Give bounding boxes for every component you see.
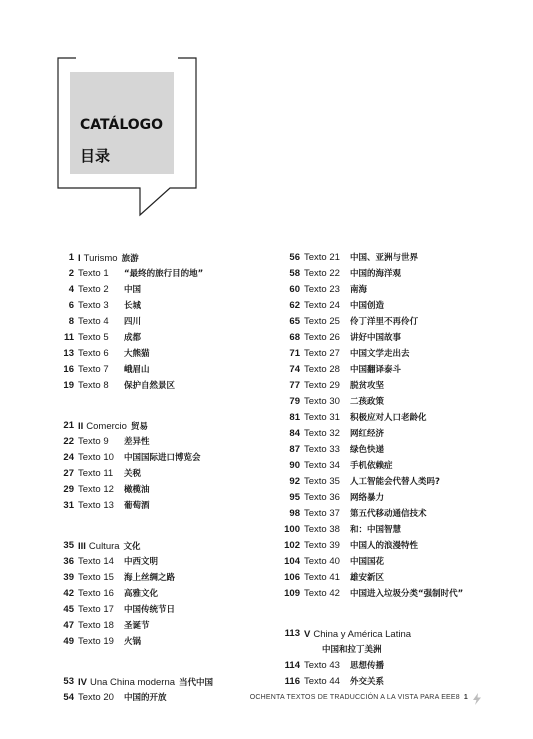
toc-entry bbox=[56, 634, 286, 650]
toc-page-number: 114 bbox=[284, 660, 300, 671]
toc-entry bbox=[282, 554, 512, 570]
toc-entry bbox=[282, 538, 512, 554]
toc-text-title: 中国的开放 bbox=[124, 693, 167, 703]
toc-right-column bbox=[282, 250, 512, 690]
toc-text-label: Texto 28 bbox=[304, 364, 340, 375]
toc-entry bbox=[56, 330, 286, 346]
toc-entry bbox=[56, 586, 286, 602]
toc-entry bbox=[56, 362, 286, 378]
toc-text-title: 中国、亚洲与世界 bbox=[350, 253, 419, 263]
toc-section-spanish: China y América Latina bbox=[313, 629, 412, 640]
toc-page-number: 106 bbox=[284, 572, 300, 583]
toc-section-chinese: 旅游 bbox=[121, 253, 139, 263]
toc-entry bbox=[282, 522, 512, 538]
toc-text-title: 保护自然景区 bbox=[124, 381, 176, 391]
toc-page-number: 56 bbox=[289, 252, 300, 263]
toc-entry bbox=[282, 410, 512, 426]
toc-entry bbox=[56, 554, 286, 570]
toc-text-title: 人工智能会代替人类吗? bbox=[350, 477, 440, 487]
toc-page-number: 65 bbox=[289, 316, 300, 327]
toc-text-label: Texto 3 bbox=[78, 300, 109, 311]
toc-text-label: Texto 6 bbox=[78, 348, 109, 359]
toc-section-chinese: 贸易 bbox=[130, 421, 148, 431]
toc-text-title: 南海 bbox=[350, 285, 368, 295]
toc-text-title: 四川 bbox=[124, 317, 142, 327]
toc-text-title: 长城 bbox=[124, 301, 142, 311]
toc-text-label: Texto 9 bbox=[78, 436, 109, 447]
toc-page-number: 13 bbox=[63, 348, 74, 359]
toc-page-number: 6 bbox=[68, 300, 74, 311]
toc-section-chinese: 当代中国 bbox=[179, 677, 214, 687]
toc-entry bbox=[282, 298, 512, 314]
toc-text-title: 大熊猫 bbox=[124, 349, 150, 359]
toc-text-title: 火锅 bbox=[124, 637, 142, 647]
toc-page-number: 11 bbox=[63, 332, 74, 343]
toc-section-title bbox=[78, 250, 139, 267]
toc-text-label: Texto 39 bbox=[304, 540, 340, 551]
toc-page-number: 104 bbox=[284, 556, 300, 567]
toc-text-label: Texto 35 bbox=[304, 476, 340, 487]
toc-text-label: Texto 24 bbox=[304, 300, 340, 311]
toc-text-title: 海上丝绸之路 bbox=[124, 573, 176, 583]
toc-text-title: 伶丁洋里不再伶仃 bbox=[350, 317, 419, 327]
toc-text-label: Texto 43 bbox=[304, 660, 340, 671]
toc-page-number: 87 bbox=[289, 444, 300, 455]
toc-text-label: Texto 33 bbox=[304, 444, 340, 455]
toc-text-title: 和：中国智慧 bbox=[350, 525, 402, 535]
toc-text-label: Texto 15 bbox=[78, 572, 114, 583]
toc-section-roman: III bbox=[78, 541, 86, 552]
toc-text-label: Texto 37 bbox=[304, 508, 340, 519]
toc-section-spanish: Cultura bbox=[88, 541, 120, 552]
toc-entry bbox=[56, 450, 286, 466]
toc-text-label: Texto 19 bbox=[78, 636, 114, 647]
toc-entry bbox=[282, 266, 512, 282]
toc-entry bbox=[56, 314, 286, 330]
toc-section-spanish: Comercio bbox=[86, 421, 127, 432]
toc-page-number: 29 bbox=[63, 484, 74, 495]
toc-entry bbox=[282, 426, 512, 442]
toc-page-number: 81 bbox=[289, 412, 300, 423]
toc-section-heading bbox=[282, 626, 512, 642]
toc-page-number: 4 bbox=[68, 284, 74, 295]
toc-text-title: 中国文学走出去 bbox=[350, 349, 410, 359]
toc-entry bbox=[282, 658, 512, 674]
toc-page-number: 54 bbox=[63, 692, 74, 703]
toc-text-title: 成都 bbox=[124, 333, 142, 343]
toc-text-label: Texto 30 bbox=[304, 396, 340, 407]
toc-text-title: 雄安新区 bbox=[350, 573, 385, 583]
toc-page-number: 109 bbox=[284, 588, 300, 599]
toc-page-number: 77 bbox=[289, 380, 300, 391]
toc-spacer bbox=[56, 394, 286, 418]
toc-section-roman: V bbox=[304, 629, 311, 640]
toc-text-title: 中国的海洋观 bbox=[350, 269, 402, 279]
toc-entry bbox=[56, 266, 286, 282]
toc-page-number: 35 bbox=[63, 540, 74, 551]
toc-text-title: 差异性 bbox=[124, 437, 150, 447]
toc-entry bbox=[56, 466, 286, 482]
toc-entry bbox=[282, 250, 512, 266]
toc-page-number: 1 bbox=[68, 252, 74, 263]
toc-text-label: Texto 41 bbox=[304, 572, 340, 583]
toc-entry bbox=[282, 506, 512, 522]
toc-text-title: 中国人的浪漫特性 bbox=[350, 541, 419, 551]
toc-text-label: Texto 27 bbox=[304, 348, 340, 359]
toc-page-number: 92 bbox=[289, 476, 300, 487]
toc-entry bbox=[56, 498, 286, 514]
toc-section-spanish: Una China moderna bbox=[89, 677, 176, 688]
toc-entry bbox=[56, 482, 286, 498]
toc-section-heading bbox=[56, 538, 286, 554]
toc-section-heading bbox=[56, 250, 286, 266]
toc-text-label: Texto 2 bbox=[78, 284, 109, 295]
toc-section-chinese: 文化 bbox=[123, 541, 141, 551]
toc-page-number: 39 bbox=[63, 572, 74, 583]
footer-page-number: 1 bbox=[463, 694, 468, 701]
toc-page-number: 84 bbox=[289, 428, 300, 439]
toc-entry bbox=[282, 282, 512, 298]
toc-page-number: 53 bbox=[63, 676, 74, 687]
toc-text-title: “最终的旅行目的地” bbox=[124, 269, 204, 279]
toc-text-title: 高雅文化 bbox=[124, 589, 159, 599]
toc-entry bbox=[56, 602, 286, 618]
toc-text-label: Texto 10 bbox=[78, 452, 114, 463]
toc-entry bbox=[56, 570, 286, 586]
toc-text-title: 积极应对人口老龄化 bbox=[350, 413, 427, 423]
toc-text-label: Texto 32 bbox=[304, 428, 340, 439]
toc-text-title: 中国 bbox=[124, 285, 142, 295]
toc-page-number: 19 bbox=[63, 380, 74, 391]
toc-entry bbox=[56, 298, 286, 314]
toc-text-label: Texto 40 bbox=[304, 556, 340, 567]
toc-text-label: Texto 42 bbox=[304, 588, 340, 599]
toc-page-number: 21 bbox=[63, 420, 74, 431]
toc-entry bbox=[282, 674, 512, 690]
toc-text-title: 中国创造 bbox=[350, 301, 385, 311]
toc-text-title: 葡萄酒 bbox=[124, 501, 150, 511]
toc-text-label: Texto 20 bbox=[78, 692, 114, 703]
toc-section-roman: IV bbox=[78, 677, 87, 688]
toc-text-title: 讲好中国故事 bbox=[350, 333, 402, 343]
toc-entry bbox=[282, 586, 512, 602]
toc-text-title: 圣诞节 bbox=[124, 621, 150, 631]
toc-page-number: 68 bbox=[289, 332, 300, 343]
toc-text-title: 网络暴力 bbox=[350, 493, 385, 503]
toc-spacer bbox=[56, 650, 286, 674]
toc-text-title: 关税 bbox=[124, 469, 142, 479]
toc-text-title: 网红经济 bbox=[350, 429, 385, 439]
toc-entry bbox=[282, 378, 512, 394]
toc-text-label: Texto 23 bbox=[304, 284, 340, 295]
toc-page-number: 60 bbox=[289, 284, 300, 295]
toc-text-label: Texto 26 bbox=[304, 332, 340, 343]
toc-text-label: Texto 13 bbox=[78, 500, 114, 511]
toc-entry bbox=[282, 314, 512, 330]
toc-entry bbox=[282, 394, 512, 410]
catalog-title-chinese: 目录 bbox=[80, 147, 111, 165]
toc-page-number: 45 bbox=[63, 604, 74, 615]
toc-text-title: 中国翻译泰斗 bbox=[350, 365, 402, 375]
toc-text-label: Texto 22 bbox=[304, 268, 340, 279]
catalog-title-box bbox=[70, 72, 174, 174]
toc-entry bbox=[282, 490, 512, 506]
toc-page-number: 95 bbox=[289, 492, 300, 503]
toc-entry bbox=[56, 434, 286, 450]
toc-text-title: 中西文明 bbox=[124, 557, 159, 567]
toc-page-number: 74 bbox=[289, 364, 300, 375]
toc-spacer bbox=[56, 514, 286, 538]
toc-text-label: Texto 5 bbox=[78, 332, 109, 343]
toc-section-subtitle bbox=[282, 642, 512, 658]
toc-text-title: 中国国际进口博览会 bbox=[124, 453, 201, 463]
toc-page-number: 49 bbox=[63, 636, 74, 647]
toc-text-title: 二孩政策 bbox=[350, 397, 385, 407]
toc-page-number: 79 bbox=[289, 396, 300, 407]
toc-text-label: Texto 12 bbox=[78, 484, 114, 495]
toc-page-number: 58 bbox=[289, 268, 300, 279]
toc-text-label: Texto 44 bbox=[304, 676, 340, 687]
toc-spacer bbox=[282, 602, 512, 626]
lightning-icon bbox=[472, 693, 482, 705]
toc-page-number: 31 bbox=[63, 500, 74, 511]
toc-text-title: 外交关系 bbox=[350, 677, 385, 687]
toc-section-roman: I bbox=[78, 253, 81, 264]
toc-text-label: Texto 17 bbox=[78, 604, 114, 615]
toc-page-number: 8 bbox=[68, 316, 74, 327]
toc-page-number: 42 bbox=[63, 588, 74, 599]
toc-text-title: 手机依赖症 bbox=[350, 461, 393, 471]
toc-left-column bbox=[56, 250, 286, 706]
toc-text-label: Texto 38 bbox=[304, 524, 340, 535]
toc-page-number: 47 bbox=[63, 620, 74, 631]
toc-text-label: Texto 31 bbox=[304, 412, 340, 423]
toc-page-number: 116 bbox=[284, 676, 300, 687]
toc-text-label: Texto 11 bbox=[78, 468, 114, 479]
toc-page-number: 90 bbox=[289, 460, 300, 471]
toc-section-title bbox=[78, 418, 148, 435]
toc-text-title: 思想传播 bbox=[350, 661, 385, 671]
toc-section-spanish: Turismo bbox=[83, 253, 118, 264]
toc-text-title: 中国进入垃圾分类“强制时代” bbox=[350, 589, 464, 599]
toc-text-title: 橄榄油 bbox=[124, 485, 150, 495]
toc-entry bbox=[56, 378, 286, 394]
toc-page-number: 62 bbox=[289, 300, 300, 311]
toc-section-roman: II bbox=[78, 421, 84, 432]
toc-text-label: Texto 1 bbox=[78, 268, 109, 279]
toc-text-title: 第五代移动通信技术 bbox=[350, 509, 427, 519]
toc-page-number: 113 bbox=[284, 628, 300, 639]
toc-text-label: Texto 14 bbox=[78, 556, 114, 567]
toc-entry bbox=[56, 618, 286, 634]
toc-page-number: 27 bbox=[63, 468, 74, 479]
toc-entry bbox=[282, 474, 512, 490]
toc-text-label: Texto 29 bbox=[304, 380, 340, 391]
toc-page-number: 24 bbox=[63, 452, 74, 463]
toc-page-number: 100 bbox=[284, 524, 300, 535]
toc-text-title: 脱贫攻坚 bbox=[350, 381, 385, 391]
toc-page-number: 36 bbox=[63, 556, 74, 567]
toc-page-number: 16 bbox=[63, 364, 74, 375]
toc-text-label: Texto 21 bbox=[304, 252, 340, 263]
toc-page-number: 22 bbox=[63, 436, 74, 447]
page-footer bbox=[0, 694, 468, 701]
toc-section-title bbox=[304, 626, 415, 643]
toc-entry bbox=[282, 458, 512, 474]
toc-text-title: 绿色快递 bbox=[350, 445, 385, 455]
toc-entry bbox=[282, 570, 512, 586]
toc-entry bbox=[282, 362, 512, 378]
toc-text-title: 中国传统节日 bbox=[124, 605, 176, 615]
toc-text-label: Texto 4 bbox=[78, 316, 109, 327]
toc-text-label: Texto 36 bbox=[304, 492, 340, 503]
toc-section-heading bbox=[56, 674, 286, 690]
toc-section-subtitle-chinese: 中国和拉丁美洲 bbox=[322, 645, 382, 655]
toc-text-title: 峨眉山 bbox=[124, 365, 150, 375]
toc-text-label: Texto 8 bbox=[78, 380, 109, 391]
toc-entry bbox=[282, 330, 512, 346]
toc-page-number: 102 bbox=[284, 540, 300, 551]
toc-page-number: 98 bbox=[289, 508, 300, 519]
toc-text-label: Texto 7 bbox=[78, 364, 109, 375]
toc-page-number: 2 bbox=[68, 268, 74, 279]
catalog-title-spanish: CATÁLOGO bbox=[80, 117, 164, 133]
toc-text-label: Texto 18 bbox=[78, 620, 114, 631]
toc-text-label: Texto 34 bbox=[304, 460, 340, 471]
toc-entry bbox=[56, 282, 286, 298]
toc-entry bbox=[282, 346, 512, 362]
toc-entry bbox=[56, 346, 286, 362]
toc-page-number: 71 bbox=[289, 348, 300, 359]
toc-section-title bbox=[78, 538, 141, 555]
toc-text-title: 中国国花 bbox=[350, 557, 385, 567]
toc-section-heading bbox=[56, 418, 286, 434]
toc-text-label: Texto 25 bbox=[304, 316, 340, 327]
footer-book-title: OCHENTA TEXTOS DE TRADUCCIÓN A LA VISTA PARA EEE8 bbox=[249, 694, 460, 701]
toc-section-title bbox=[78, 674, 213, 691]
toc-entry bbox=[282, 442, 512, 458]
toc-text-label: Texto 16 bbox=[78, 588, 114, 599]
